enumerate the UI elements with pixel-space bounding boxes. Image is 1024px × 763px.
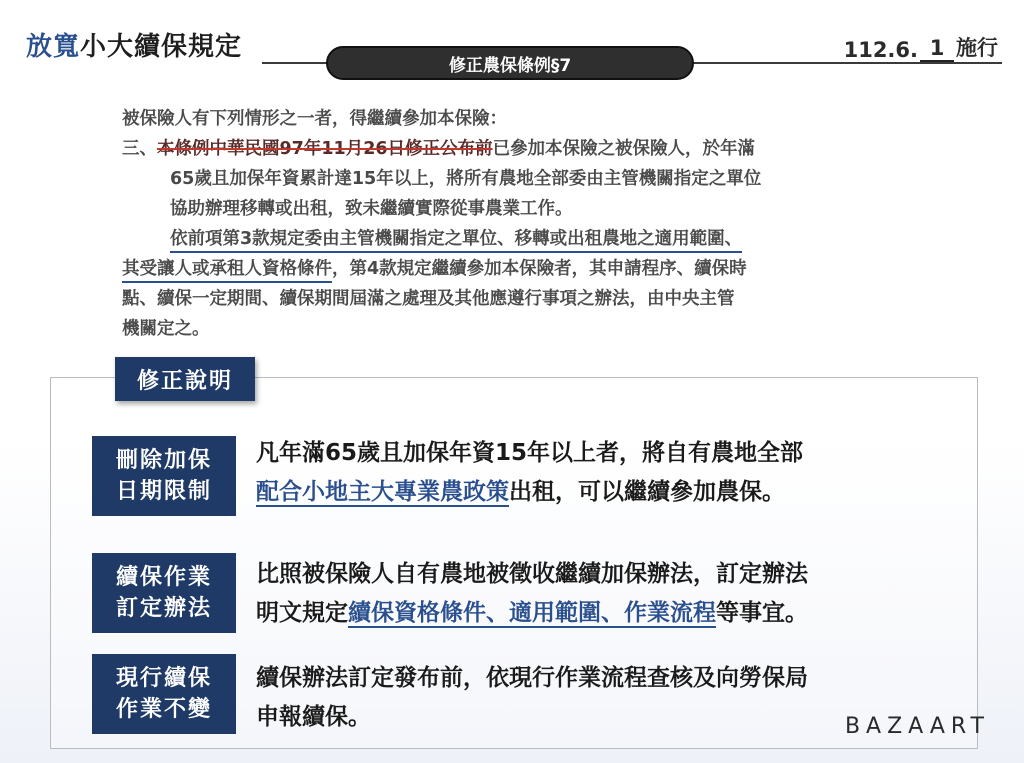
date-prefix: 112.6. xyxy=(843,38,918,62)
statute-item-3 xyxy=(122,134,944,164)
conditions-highlight: 續保資格條件、適用範圍、作業流程 xyxy=(348,600,716,626)
row3-tag xyxy=(92,654,236,734)
underlined-text: 依前項第3款規定委由主管機關指定之單位、移轉或出租農地之適用範圍、 xyxy=(170,229,742,253)
statute-p2-line4: 機關定之。 xyxy=(122,319,210,339)
row2-tag xyxy=(92,553,236,633)
header-rule-left xyxy=(262,62,330,64)
tag-line: 刪除加保 xyxy=(115,448,212,473)
row2-description xyxy=(256,555,956,633)
page-title xyxy=(26,26,242,63)
statute-text xyxy=(122,104,944,344)
p2-line2-rest: ，第4款規定繼續參加本保險者，其申請程序、續保時 xyxy=(332,259,747,279)
desc-rest: 出租，可以繼續參加農保。 xyxy=(509,479,785,505)
underlined-text: 其受讓人或承租人資格條件 xyxy=(122,259,332,283)
item-rest: 已參加本保險之被保險人，於年滿 xyxy=(492,139,756,159)
date-suffix: 施行 xyxy=(956,36,998,60)
date-number: 1 xyxy=(920,36,954,62)
header-rule-right xyxy=(692,62,1002,64)
statute-p2-line1 xyxy=(122,224,944,254)
tag-line: 訂定辦法 xyxy=(115,596,212,621)
item-label: 三、 xyxy=(122,139,157,159)
explanation-tab: 修正說明 xyxy=(115,357,255,401)
title-main: 小大續保規定 xyxy=(80,32,243,62)
desc-pre: 明文規定 xyxy=(256,600,348,626)
desc-line: 申報續保。 xyxy=(256,704,371,730)
statute-item-line2: 65歲且加保年資累計達15年以上，將所有農地全部委由主管機關指定之單位 xyxy=(170,169,762,189)
tag-line: 作業不變 xyxy=(115,697,212,722)
desc-rest: 等事宜。 xyxy=(716,600,808,626)
tag-line: 日期限制 xyxy=(115,479,212,504)
bazaart-watermark: BAZAART xyxy=(844,714,990,739)
title-highlight: 放寬 xyxy=(26,32,81,62)
row1-description xyxy=(256,434,956,512)
amendment-badge: 修正農保條例§7 xyxy=(326,46,694,80)
tag-line: 現行續保 xyxy=(115,666,212,691)
desc-line: 比照被保險人自有農地被徵收繼續加保辦法，訂定辦法 xyxy=(256,561,808,587)
struck-text: 本條例中華民國97年11月26日修正公布前 xyxy=(157,139,493,159)
row1-tag xyxy=(92,436,236,516)
desc-line: 續保辦法訂定發布前，依現行作業流程查核及向勞保局 xyxy=(256,665,808,691)
effective-date xyxy=(844,32,998,62)
desc-line xyxy=(256,594,956,633)
statute-intro: 被保險人有下列情形之一者，得繼續參加本保險： xyxy=(122,109,507,129)
tag-line: 續保作業 xyxy=(115,565,212,590)
statute-item-line3: 協助辦理移轉或出租，致未繼續實際從事農業工作。 xyxy=(170,199,573,219)
policy-highlight: 配合小地主大專業農政策 xyxy=(256,479,509,505)
desc-line xyxy=(256,473,956,512)
statute-p2-line2 xyxy=(122,254,944,284)
desc-line: 凡年滿65歲且加保年資15年以上者，將自有農地全部 xyxy=(256,440,804,466)
statute-p2-line3: 點、續保一定期間、續保期間屆滿之處理及其他應遵行事項之辦法，由中央主管 xyxy=(122,289,735,309)
